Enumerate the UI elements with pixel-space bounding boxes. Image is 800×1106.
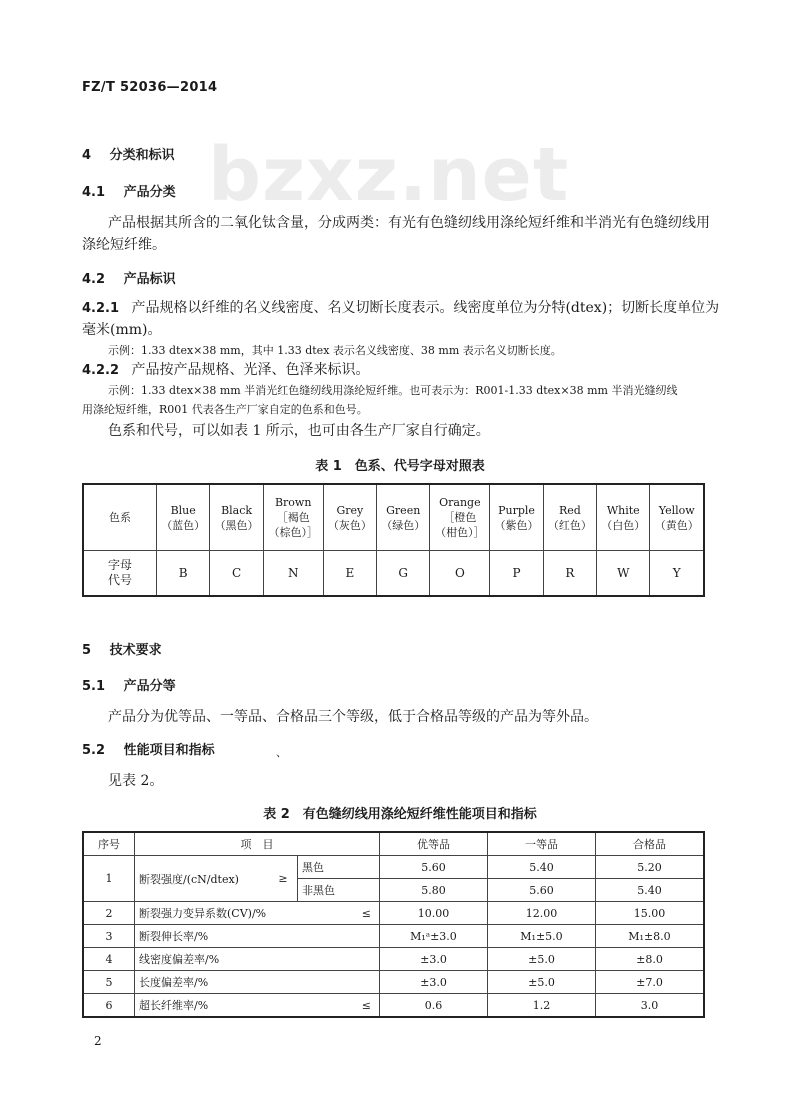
performance-table: [82, 831, 705, 1018]
section-number: 4: [82, 148, 92, 163]
value-qualified: ±8.0: [596, 948, 705, 971]
color-cell: Blue （蓝色）: [157, 484, 210, 551]
row-symbol: ≤: [298, 994, 380, 1018]
row-seq: 4: [83, 948, 135, 971]
section-4-heading: [82, 144, 175, 163]
section-title: 产品分类: [123, 185, 176, 200]
row-item: 断裂伸长率/%: [135, 925, 298, 948]
value-qualified: ±7.0: [596, 971, 705, 994]
paragraph-4-1-line2: 涤纶短纤维。: [82, 237, 166, 253]
section-title: 技术要求: [109, 643, 162, 658]
section-number: 5.1: [82, 679, 106, 694]
paragraph-5-1: 产品分为优等品、一等品、合格品三个等级，低于合格品等级的产品为等外品。: [108, 709, 598, 725]
code-cell: B: [157, 551, 210, 597]
table-row: [83, 971, 704, 994]
table-row: [83, 948, 704, 971]
code-cell: C: [210, 551, 263, 597]
code-row: [83, 551, 704, 597]
row-symbol: ≥: [269, 856, 298, 902]
row-seq: 1: [83, 856, 135, 902]
value-first: 5.40: [488, 856, 596, 879]
paragraph-5-2: 见表 2。: [108, 773, 164, 789]
value-first: ±5.0: [488, 948, 596, 971]
example-1: 示例：1.33 dtex×38 mm，其中 1.33 dtex 表示名义线密度、38 mm 表示名义切断长度。: [108, 344, 562, 357]
value-qualified: 3.0: [596, 994, 705, 1018]
section-title: 产品标识: [123, 272, 176, 287]
example-2-line1: 示例：1.33 dtex×38 mm 半消光红色缝纫线用涤纶短纤维。也可表示为：R001-1.33 dtex×38 mm 半消光缝纫线: [108, 384, 678, 397]
section-4-2-heading: [82, 268, 176, 287]
table-2-caption: 表 2 有色缝纫线用涤纶短纤维性能项目和指标: [263, 807, 537, 822]
value-first: M₁±5.0: [488, 925, 596, 948]
clause-number: 4.2.1: [82, 301, 120, 316]
watermark: bzxz.net: [208, 132, 570, 218]
row-seq: 2: [83, 902, 135, 925]
code-cell: R: [543, 551, 596, 597]
header-grade-qualified: 合格品: [596, 832, 705, 856]
section-5-heading: [82, 639, 162, 658]
row-symbol: [298, 971, 380, 994]
section-number: 5.2: [82, 743, 106, 758]
clause-text: 产品按产品规格、光泽、色泽来标识。: [131, 362, 370, 378]
color-cell: Yellow （黄色）: [650, 484, 704, 551]
color-cell: Black （黑色）: [210, 484, 263, 551]
stray-mark: 、: [276, 746, 287, 759]
value-qualified: 5.20: [596, 856, 705, 879]
row-header-code: 字母 代号: [83, 551, 157, 597]
sub-item-label: 黑色: [298, 856, 380, 879]
row-item: 断裂强度/(cN/dtex): [135, 856, 270, 902]
color-cell: Grey （灰色）: [323, 484, 376, 551]
code-cell: Y: [650, 551, 704, 597]
paragraph-4-2-2: [82, 359, 369, 382]
code-cell: G: [377, 551, 430, 597]
paragraph-4-1-line1: 产品根据其所含的二氧化钛含量，分成两类：有光有色缝纫线用涤纶短纤维和半消光有色缝纫线用: [108, 215, 710, 231]
row-symbol: ≤: [298, 902, 380, 925]
value-superior: ±3.0: [380, 971, 488, 994]
value-qualified: 5.40: [596, 879, 705, 902]
section-5-2-heading: [82, 739, 215, 758]
value-qualified: M₁±8.0: [596, 925, 705, 948]
example-2-line2: 用涤纶短纤维，R001 代表各生产厂家自定的色系和色号。: [82, 403, 368, 416]
value-superior: M₁ᵃ±3.0: [380, 925, 488, 948]
row-symbol: [298, 948, 380, 971]
section-number: 5: [82, 643, 92, 658]
color-cell: Red （红色）: [543, 484, 596, 551]
table-1-caption: 表 1 色系、代号字母对照表: [315, 459, 485, 474]
value-first: 12.00: [488, 902, 596, 925]
header-grade-superior: 优等品: [380, 832, 488, 856]
table-header-row: [83, 832, 704, 856]
value-superior: 0.6: [380, 994, 488, 1018]
paragraph-4-2-1-line1: [82, 297, 719, 320]
sub-item-label: 非黑色: [298, 879, 380, 902]
color-cell: Purple （紫色）: [490, 484, 543, 551]
clause-text: 产品规格以纤维的名义线密度、名义切断长度表示。线密度单位为分特(dtex)；切断长度单位为: [131, 300, 720, 316]
paragraph-4-2-1-line2: 毫米(mm)。: [82, 322, 162, 338]
code-cell: W: [597, 551, 650, 597]
color-cell: Orange ［橙色 （柑色）］: [430, 484, 490, 551]
clause-number: 4.2.2: [82, 363, 120, 378]
row-item: 断裂强力变异系数(CV)/%: [135, 902, 298, 925]
header-item: 项 目: [135, 832, 380, 856]
table-row: [83, 902, 704, 925]
row-seq: 5: [83, 971, 135, 994]
value-superior: 10.00: [380, 902, 488, 925]
table-row: [83, 925, 704, 948]
row-item: 线密度偏差率/%: [135, 948, 298, 971]
section-number: 4.2: [82, 272, 106, 287]
row-item: 长度偏差率/%: [135, 971, 298, 994]
row-seq: 6: [83, 994, 135, 1018]
row-item: 超长纤维率/%: [135, 994, 298, 1018]
table-row: [83, 994, 704, 1018]
code-cell: P: [490, 551, 543, 597]
value-qualified: 15.00: [596, 902, 705, 925]
section-title: 产品分等: [123, 679, 176, 694]
section-4-1-heading: [82, 181, 176, 200]
row-symbol: [298, 925, 380, 948]
page-number: 2: [94, 1034, 102, 1048]
standard-code-header: FZ/T 52036—2014: [82, 80, 218, 95]
color-code-table: [82, 483, 705, 597]
header-grade-first: 一等品: [488, 832, 596, 856]
code-cell: O: [430, 551, 490, 597]
color-cell: Green （绿色）: [377, 484, 430, 551]
color-cell: Brown ［褐色 （棕色）］: [263, 484, 323, 551]
header-seq: 序号: [83, 832, 135, 856]
value-superior: 5.60: [380, 856, 488, 879]
paragraph-color-codes: 色系和代号，可以如表 1 所示，也可由各生产厂家自行确定。: [108, 423, 490, 439]
row-header-color: 色系: [83, 484, 157, 551]
value-superior: ±3.0: [380, 948, 488, 971]
section-number: 4.1: [82, 185, 106, 200]
color-row: [83, 484, 704, 551]
value-first: 1.2: [488, 994, 596, 1018]
value-superior: 5.80: [380, 879, 488, 902]
section-title: 分类和标识: [109, 148, 175, 163]
table-row: [83, 856, 704, 879]
section-title: 性能项目和指标: [123, 743, 215, 758]
row-seq: 3: [83, 925, 135, 948]
code-cell: E: [323, 551, 376, 597]
value-first: 5.60: [488, 879, 596, 902]
color-cell: White （白色）: [597, 484, 650, 551]
code-cell: N: [263, 551, 323, 597]
value-first: ±5.0: [488, 971, 596, 994]
section-5-1-heading: [82, 675, 176, 694]
